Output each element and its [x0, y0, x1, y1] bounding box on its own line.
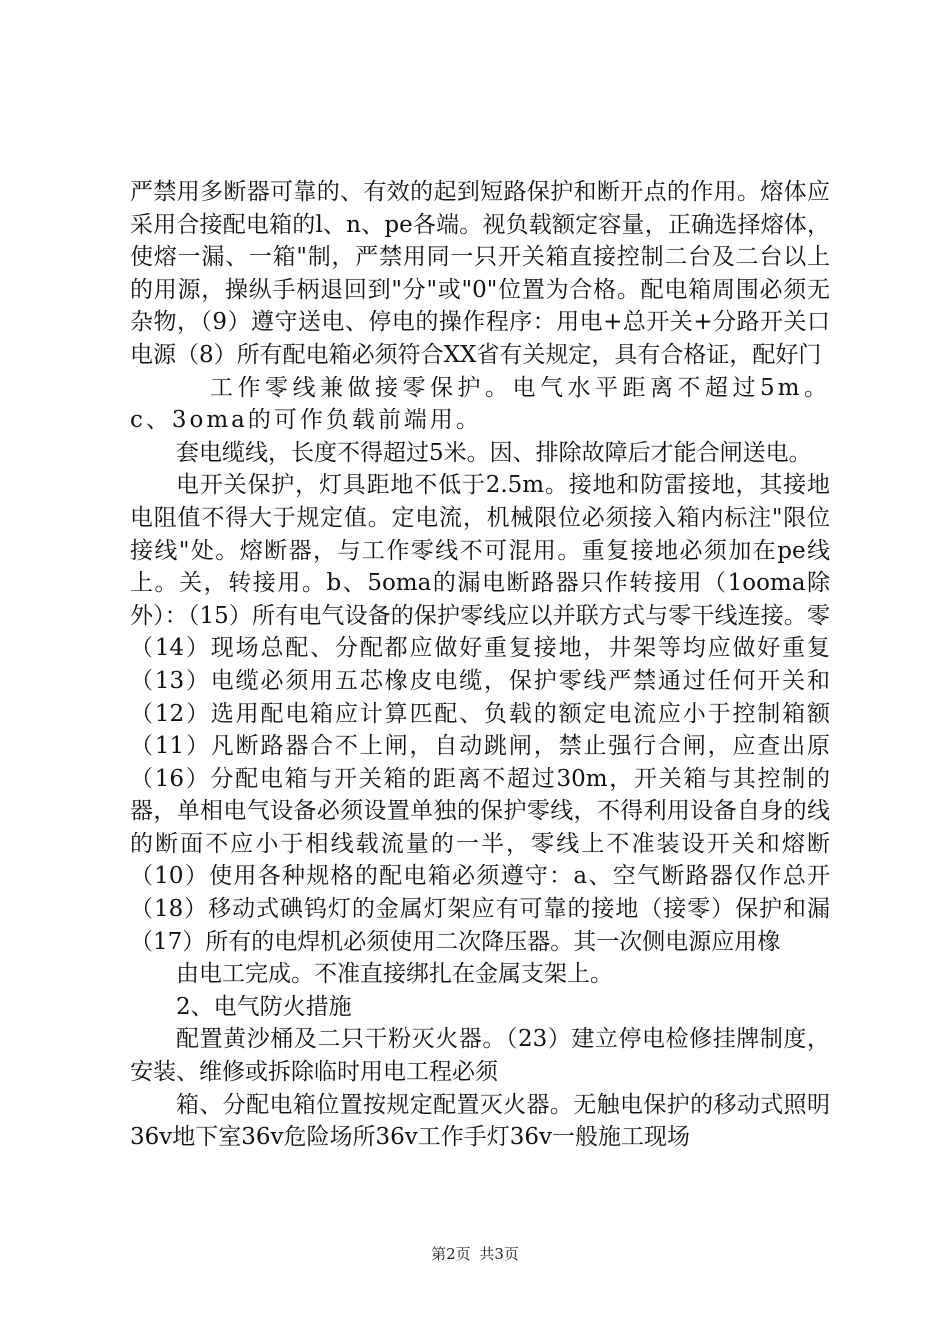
page-number: 第2页: [431, 1245, 471, 1263]
document-body: [130, 176, 830, 1154]
page-total: 共3页: [479, 1245, 519, 1263]
paragraph-7: 箱、分配电箱位置按规定配置灭火器。无触电保护的移动式照明36v地下室36v危险场所36v工作手灯36v一般施工现场: [130, 1091, 830, 1151]
page-footer: [0, 1243, 950, 1264]
section-heading: 2、电气防火措施: [176, 993, 352, 1020]
paragraph-4: 电开关保护，灯具距地不低于2.5m。接地和防雷接地，其接地电阻值不得大于规定值。定电流，机械限位必须接入箱内标注"限位接线"处。熔断器，与工作零线不可混用。重复接地必须加在pe线上。关，转接用。b、5oma的漏电断路器只作转接用（1ooma除外）：（15）所有电气设备的保护零线应以并联方式与零干线连接。零（14）现场总配、分配都应做好重复接地，井架等均应做好重复（13）电缆必须用五芯橡皮电缆，保护零线严禁通过任何开关和（12）选用配电箱应计算匹配、负载的额定电流应小于控制箱额（11）凡断路器合不上闸，自动跳闸，禁止强行合闸，应查出原（16）分配电箱与开关箱的距离不超过30m，开关箱与其控制的器，单相电气设备必须设置单独的保护零线，不得利用设备自身的线的断面不应小于相线载流量的一半，零线上不准装设开关和熔断（10）使用各种规格的配电箱必须遵守：a、空气断路器仅作总开（18）移动式碘钨灯的金属灯架应有可靠的接地（接零）保护和漏（17）所有的电焊机必须使用二次降压器。其一次侧电源应用橡: [130, 472, 830, 955]
paragraph-2: 工作零线兼做接零保护。电气水平距离不超过5m。c、3oma的可作负载前端用。: [130, 374, 830, 434]
paragraph-6: 配置黄沙桶及二只干粉灭火器。（23）建立停电检修挂牌制度，安装、维修或拆除临时用电工程必须: [130, 1026, 830, 1086]
paragraph-3: 套电缆线，长度不得超过5米。因、排除故障后才能合闸送电。: [176, 439, 812, 466]
paragraph-1: 严禁用多断器可靠的、有效的起到短路保护和断开点的作用。熔体应采用合接配电箱的l、n、pe各端。视负载额定容量，正确选择熔体，使熔一漏、一箱"制，严禁用同一只开关箱直接控制二台及二台以上的用源，操纵手柄退回到"分"或"0"位置为合格。配电箱周围必须无杂物，（9）遵守送电、停电的操作程序：用电+总开关+分路开关口电源（8）所有配电箱必须符合XX省有关规定，具有合格证，配好门: [130, 179, 830, 368]
paragraph-5: 由电工完成。不准直接绑扎在金属支架上。: [176, 961, 613, 988]
